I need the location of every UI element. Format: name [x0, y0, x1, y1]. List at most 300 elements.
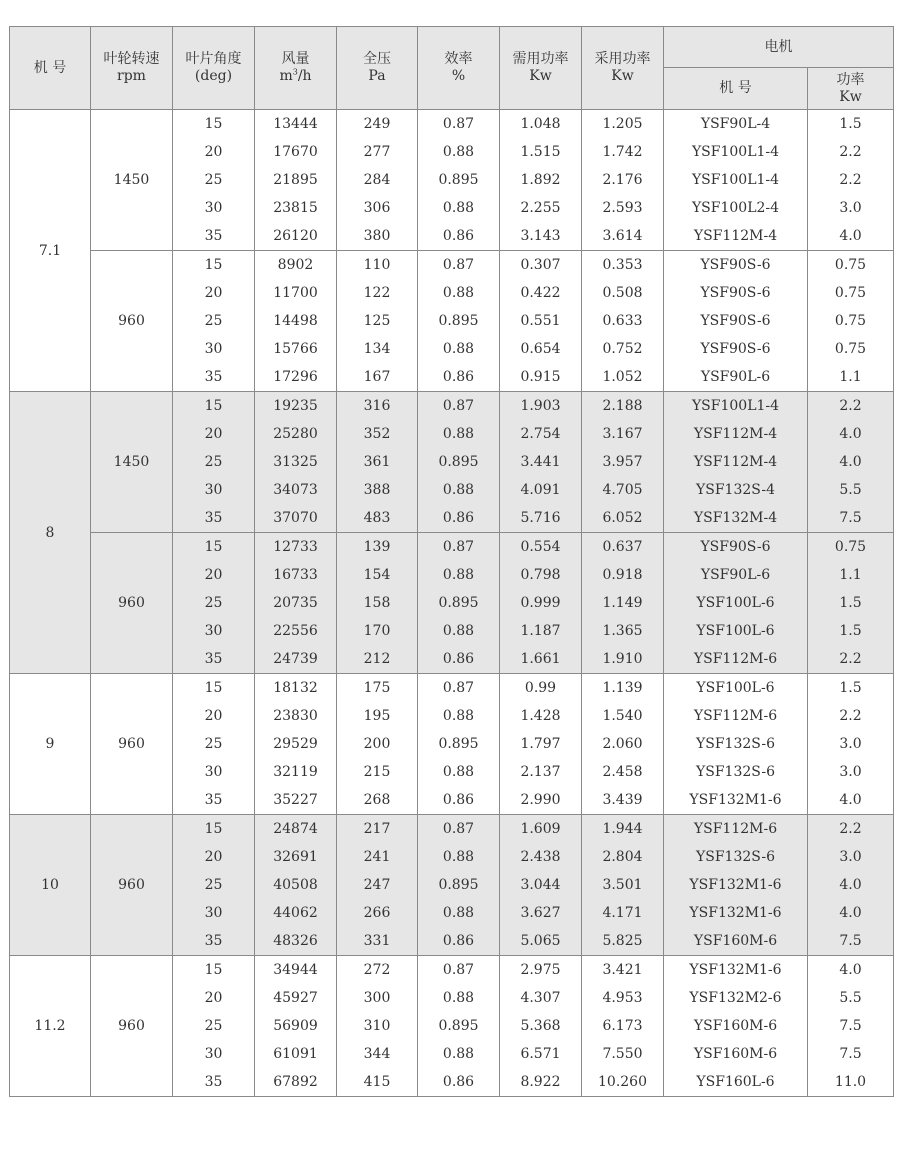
motor-power-cell: 7.5 — [808, 927, 894, 956]
motor-power-cell: 1.5 — [808, 617, 894, 645]
efficiency-cell: 0.86 — [418, 1068, 500, 1097]
motor-power-cell: 0.75 — [808, 335, 894, 363]
airflow-cell: 18132 — [255, 674, 337, 703]
blade-angle-cell: 15 — [173, 674, 255, 703]
blade-angle-cell: 25 — [173, 307, 255, 335]
motor-model-cell: YSF160M-6 — [664, 1040, 808, 1068]
header-adopted-power — [582, 27, 664, 110]
pressure-cell: 212 — [337, 645, 418, 674]
adopted-power-cell: 0.353 — [582, 251, 664, 280]
header-machine-no — [10, 27, 91, 110]
motor-power-cell: 2.2 — [808, 815, 894, 844]
airflow-cell: 26120 — [255, 222, 337, 251]
motor-model-cell: YSF132S-6 — [664, 843, 808, 871]
rpm-cell: 960 — [91, 815, 173, 956]
motor-power-cell: 1.1 — [808, 363, 894, 392]
efficiency-cell: 0.86 — [418, 504, 500, 533]
table-row — [10, 674, 894, 703]
adopted-power-cell: 1.742 — [582, 138, 664, 166]
header-angle — [173, 27, 255, 110]
motor-power-cell: 3.0 — [808, 194, 894, 222]
rpm-cell: 960 — [91, 956, 173, 1097]
blade-angle-cell: 25 — [173, 166, 255, 194]
blade-angle-cell: 20 — [173, 843, 255, 871]
pressure-cell: 249 — [337, 110, 418, 139]
efficiency-cell: 0.86 — [418, 645, 500, 674]
blade-angle-cell: 25 — [173, 448, 255, 476]
motor-model-cell: YSF90S-6 — [664, 251, 808, 280]
header-airflow-unit-sup: 3 — [292, 67, 298, 77]
required-power-cell: 4.091 — [500, 476, 582, 504]
required-power-cell: 2.754 — [500, 420, 582, 448]
motor-power-cell: 5.5 — [808, 984, 894, 1012]
machine-no-cell: 11.2 — [10, 956, 91, 1097]
blade-angle-cell: 20 — [173, 984, 255, 1012]
motor-model-cell: YSF112M-6 — [664, 702, 808, 730]
motor-model-cell: YSF112M-4 — [664, 222, 808, 251]
table-row — [10, 392, 894, 421]
motor-power-cell: 7.5 — [808, 1012, 894, 1040]
efficiency-cell: 0.88 — [418, 617, 500, 645]
table-row — [10, 251, 894, 280]
motor-power-cell: 2.2 — [808, 166, 894, 194]
airflow-cell: 24739 — [255, 645, 337, 674]
adopted-power-cell: 1.944 — [582, 815, 664, 844]
table-row — [10, 110, 894, 139]
efficiency-cell: 0.86 — [418, 363, 500, 392]
header-motor-label: 电机 — [764, 38, 793, 55]
machine-no-cell: 7.1 — [10, 110, 91, 392]
adopted-power-cell: 1.205 — [582, 110, 664, 139]
motor-model-cell: YSF100L1-4 — [664, 138, 808, 166]
motor-power-cell: 1.1 — [808, 561, 894, 589]
header-pressure — [337, 27, 418, 110]
airflow-cell: 56909 — [255, 1012, 337, 1040]
motor-model-cell: YSF100L1-4 — [664, 166, 808, 194]
pressure-cell: 415 — [337, 1068, 418, 1097]
motor-model-cell: YSF90S-6 — [664, 533, 808, 562]
header-airflow-unit-base: m — [279, 68, 293, 84]
required-power-cell: 3.627 — [500, 899, 582, 927]
airflow-cell: 34944 — [255, 956, 337, 985]
airflow-cell: 35227 — [255, 786, 337, 815]
airflow-cell: 16733 — [255, 561, 337, 589]
motor-model-cell: YSF132M2-6 — [664, 984, 808, 1012]
adopted-power-cell: 6.173 — [582, 1012, 664, 1040]
required-power-cell: 2.438 — [500, 843, 582, 871]
header-speed-unit: rpm — [117, 68, 146, 84]
efficiency-cell: 0.895 — [418, 166, 500, 194]
blade-angle-cell: 30 — [173, 758, 255, 786]
adopted-power-cell: 0.508 — [582, 279, 664, 307]
airflow-cell: 34073 — [255, 476, 337, 504]
efficiency-cell: 0.88 — [418, 843, 500, 871]
header-pressure-unit: Pa — [368, 68, 386, 84]
rpm-cell: 960 — [91, 533, 173, 674]
efficiency-cell: 0.87 — [418, 251, 500, 280]
motor-model-cell: YSF160M-6 — [664, 1012, 808, 1040]
adopted-power-cell: 3.421 — [582, 956, 664, 985]
pressure-cell: 380 — [337, 222, 418, 251]
efficiency-cell: 0.88 — [418, 194, 500, 222]
pressure-cell: 300 — [337, 984, 418, 1012]
header-angle-unit: (deg) — [194, 68, 233, 84]
blade-angle-cell: 20 — [173, 702, 255, 730]
header-efficiency-unit: % — [451, 68, 466, 84]
efficiency-cell: 0.895 — [418, 448, 500, 476]
motor-power-cell: 2.2 — [808, 392, 894, 421]
motor-model-cell: YSF90L-4 — [664, 110, 808, 139]
efficiency-cell: 0.895 — [418, 1012, 500, 1040]
blade-angle-cell: 20 — [173, 420, 255, 448]
adopted-power-cell: 7.550 — [582, 1040, 664, 1068]
airflow-cell: 40508 — [255, 871, 337, 899]
pressure-cell: 316 — [337, 392, 418, 421]
header-airflow — [255, 27, 337, 110]
efficiency-cell: 0.895 — [418, 871, 500, 899]
airflow-cell: 48326 — [255, 927, 337, 956]
header-adopted-power-unit: Kw — [611, 68, 634, 84]
adopted-power-cell: 4.705 — [582, 476, 664, 504]
motor-power-cell: 1.5 — [808, 110, 894, 139]
adopted-power-cell: 2.804 — [582, 843, 664, 871]
motor-model-cell: YSF90S-6 — [664, 335, 808, 363]
motor-power-cell: 0.75 — [808, 251, 894, 280]
airflow-cell: 25280 — [255, 420, 337, 448]
table-row — [10, 956, 894, 985]
efficiency-cell: 0.88 — [418, 1040, 500, 1068]
blade-angle-cell: 15 — [173, 110, 255, 139]
pressure-cell: 344 — [337, 1040, 418, 1068]
header-adopted-power-label: 采用功率 — [594, 51, 651, 67]
required-power-cell: 1.661 — [500, 645, 582, 674]
header-motor-model-label: 机 号 — [719, 80, 752, 96]
pressure-cell: 352 — [337, 420, 418, 448]
blade-angle-cell: 30 — [173, 1040, 255, 1068]
pressure-cell: 284 — [337, 166, 418, 194]
blade-angle-cell: 25 — [173, 871, 255, 899]
pressure-cell: 331 — [337, 927, 418, 956]
motor-model-cell: YSF160M-6 — [664, 927, 808, 956]
header-angle-label: 叶片角度 — [185, 51, 242, 67]
required-power-cell: 5.065 — [500, 927, 582, 956]
required-power-cell: 1.892 — [500, 166, 582, 194]
airflow-cell: 61091 — [255, 1040, 337, 1068]
adopted-power-cell: 0.637 — [582, 533, 664, 562]
adopted-power-cell: 5.825 — [582, 927, 664, 956]
airflow-cell: 29529 — [255, 730, 337, 758]
adopted-power-cell: 3.614 — [582, 222, 664, 251]
required-power-cell: 5.368 — [500, 1012, 582, 1040]
motor-power-cell: 11.0 — [808, 1068, 894, 1097]
blade-angle-cell: 20 — [173, 138, 255, 166]
adopted-power-cell: 1.149 — [582, 589, 664, 617]
rpm-cell: 1450 — [91, 110, 173, 251]
efficiency-cell: 0.895 — [418, 307, 500, 335]
motor-model-cell: YSF90S-6 — [664, 307, 808, 335]
motor-power-cell: 2.2 — [808, 645, 894, 674]
motor-power-cell: 4.0 — [808, 420, 894, 448]
motor-power-cell: 7.5 — [808, 1040, 894, 1068]
table-row — [10, 533, 894, 562]
required-power-cell: 2.990 — [500, 786, 582, 815]
airflow-cell: 20735 — [255, 589, 337, 617]
header-machine-no-label: 机 号 — [33, 59, 67, 76]
motor-power-cell: 0.75 — [808, 307, 894, 335]
pressure-cell: 247 — [337, 871, 418, 899]
airflow-cell: 11700 — [255, 279, 337, 307]
required-power-cell: 0.915 — [500, 363, 582, 392]
motor-model-cell: YSF90L-6 — [664, 561, 808, 589]
motor-power-cell: 1.5 — [808, 674, 894, 703]
airflow-cell: 13444 — [255, 110, 337, 139]
adopted-power-cell: 3.439 — [582, 786, 664, 815]
efficiency-cell: 0.87 — [418, 533, 500, 562]
airflow-cell: 8902 — [255, 251, 337, 280]
header-airflow-unit-tail: /h — [297, 68, 312, 84]
required-power-cell: 1.187 — [500, 617, 582, 645]
airflow-cell: 32691 — [255, 843, 337, 871]
airflow-cell: 19235 — [255, 392, 337, 421]
header-motor — [664, 27, 894, 68]
header-airflow-label: 风量 — [281, 51, 310, 67]
required-power-cell: 6.571 — [500, 1040, 582, 1068]
airflow-cell: 17296 — [255, 363, 337, 392]
blade-angle-cell: 35 — [173, 363, 255, 392]
machine-no-cell: 10 — [10, 815, 91, 956]
efficiency-cell: 0.88 — [418, 335, 500, 363]
efficiency-cell: 0.895 — [418, 589, 500, 617]
rpm-cell: 1450 — [91, 392, 173, 533]
pressure-cell: 272 — [337, 956, 418, 985]
adopted-power-cell: 2.593 — [582, 194, 664, 222]
efficiency-cell: 0.87 — [418, 392, 500, 421]
efficiency-cell: 0.87 — [418, 110, 500, 139]
adopted-power-cell: 10.260 — [582, 1068, 664, 1097]
efficiency-cell: 0.86 — [418, 222, 500, 251]
motor-model-cell: YSF112M-6 — [664, 815, 808, 844]
header-speed — [91, 27, 173, 110]
header-efficiency-label: 效率 — [444, 51, 473, 67]
header-required-power-unit: Kw — [529, 68, 552, 84]
blade-angle-cell: 15 — [173, 251, 255, 280]
efficiency-cell: 0.88 — [418, 279, 500, 307]
adopted-power-cell: 0.633 — [582, 307, 664, 335]
blade-angle-cell: 15 — [173, 956, 255, 985]
adopted-power-cell: 2.060 — [582, 730, 664, 758]
motor-model-cell: YSF160L-6 — [664, 1068, 808, 1097]
motor-power-cell: 2.2 — [808, 138, 894, 166]
required-power-cell: 1.903 — [500, 392, 582, 421]
header-motor-power-label: 功率 — [836, 71, 865, 88]
required-power-cell: 0.999 — [500, 589, 582, 617]
header-required-power-label: 需用功率 — [512, 51, 569, 67]
efficiency-cell: 0.86 — [418, 927, 500, 956]
rpm-cell: 960 — [91, 251, 173, 392]
pressure-cell: 266 — [337, 899, 418, 927]
motor-model-cell: YSF100L2-4 — [664, 194, 808, 222]
adopted-power-cell: 4.171 — [582, 899, 664, 927]
airflow-cell: 23830 — [255, 702, 337, 730]
adopted-power-cell: 1.910 — [582, 645, 664, 674]
header-motor-power — [808, 68, 894, 110]
motor-power-cell: 0.75 — [808, 533, 894, 562]
pressure-cell: 170 — [337, 617, 418, 645]
efficiency-cell: 0.87 — [418, 674, 500, 703]
motor-model-cell: YSF90S-6 — [664, 279, 808, 307]
required-power-cell: 0.551 — [500, 307, 582, 335]
efficiency-cell: 0.88 — [418, 984, 500, 1012]
adopted-power-cell: 3.957 — [582, 448, 664, 476]
airflow-cell: 12733 — [255, 533, 337, 562]
blade-angle-cell: 15 — [173, 392, 255, 421]
blade-angle-cell: 15 — [173, 815, 255, 844]
required-power-cell: 5.716 — [500, 504, 582, 533]
machine-no-cell: 9 — [10, 674, 91, 815]
required-power-cell: 0.654 — [500, 335, 582, 363]
blade-angle-cell: 30 — [173, 194, 255, 222]
efficiency-cell: 0.88 — [418, 899, 500, 927]
airflow-cell: 37070 — [255, 504, 337, 533]
header-airflow-unit — [255, 68, 336, 85]
adopted-power-cell: 2.176 — [582, 166, 664, 194]
efficiency-cell: 0.87 — [418, 815, 500, 844]
motor-model-cell: YSF132M1-6 — [664, 871, 808, 899]
pressure-cell: 154 — [337, 561, 418, 589]
blade-angle-cell: 20 — [173, 561, 255, 589]
motor-power-cell: 0.75 — [808, 279, 894, 307]
pressure-cell: 388 — [337, 476, 418, 504]
efficiency-cell: 0.895 — [418, 730, 500, 758]
motor-power-cell: 3.0 — [808, 730, 894, 758]
adopted-power-cell: 4.953 — [582, 984, 664, 1012]
required-power-cell: 2.975 — [500, 956, 582, 985]
header-motor-power-unit: Kw — [839, 88, 862, 105]
motor-model-cell: YSF132M1-6 — [664, 899, 808, 927]
header-pressure-label: 全压 — [363, 51, 391, 67]
motor-power-cell: 3.0 — [808, 843, 894, 871]
required-power-cell: 1.048 — [500, 110, 582, 139]
airflow-cell: 32119 — [255, 758, 337, 786]
blade-angle-cell: 35 — [173, 222, 255, 251]
motor-power-cell: 4.0 — [808, 871, 894, 899]
required-power-cell: 2.255 — [500, 194, 582, 222]
required-power-cell: 0.798 — [500, 561, 582, 589]
adopted-power-cell: 1.052 — [582, 363, 664, 392]
required-power-cell: 0.307 — [500, 251, 582, 280]
required-power-cell: 0.554 — [500, 533, 582, 562]
airflow-cell: 21895 — [255, 166, 337, 194]
blade-angle-cell: 35 — [173, 504, 255, 533]
pressure-cell: 158 — [337, 589, 418, 617]
pressure-cell: 110 — [337, 251, 418, 280]
required-power-cell: 3.441 — [500, 448, 582, 476]
efficiency-cell: 0.88 — [418, 702, 500, 730]
adopted-power-cell: 0.918 — [582, 561, 664, 589]
header-required-power — [500, 27, 582, 110]
required-power-cell: 3.044 — [500, 871, 582, 899]
motor-power-cell: 4.0 — [808, 899, 894, 927]
pressure-cell: 241 — [337, 843, 418, 871]
motor-power-cell: 1.5 — [808, 589, 894, 617]
airflow-cell: 15766 — [255, 335, 337, 363]
efficiency-cell: 0.88 — [418, 476, 500, 504]
required-power-cell: 2.137 — [500, 758, 582, 786]
pressure-cell: 139 — [337, 533, 418, 562]
efficiency-cell: 0.88 — [418, 138, 500, 166]
blade-angle-cell: 35 — [173, 645, 255, 674]
blade-angle-cell: 15 — [173, 533, 255, 562]
motor-power-cell: 4.0 — [808, 448, 894, 476]
motor-model-cell: YSF100L-6 — [664, 589, 808, 617]
adopted-power-cell: 1.139 — [582, 674, 664, 703]
motor-model-cell: YSF132S-4 — [664, 476, 808, 504]
header-speed-label: 叶轮转速 — [103, 51, 160, 67]
pressure-cell: 200 — [337, 730, 418, 758]
motor-model-cell: YSF132S-6 — [664, 730, 808, 758]
required-power-cell: 0.99 — [500, 674, 582, 703]
pressure-cell: 122 — [337, 279, 418, 307]
efficiency-cell: 0.88 — [418, 561, 500, 589]
blade-angle-cell: 35 — [173, 927, 255, 956]
motor-model-cell: YSF112M-4 — [664, 420, 808, 448]
airflow-cell: 24874 — [255, 815, 337, 844]
adopted-power-cell: 2.458 — [582, 758, 664, 786]
efficiency-cell: 0.87 — [418, 956, 500, 985]
table-header — [10, 27, 894, 110]
adopted-power-cell: 0.752 — [582, 335, 664, 363]
blade-angle-cell: 35 — [173, 1068, 255, 1097]
motor-power-cell: 4.0 — [808, 956, 894, 985]
pressure-cell: 195 — [337, 702, 418, 730]
airflow-cell: 31325 — [255, 448, 337, 476]
pressure-cell: 215 — [337, 758, 418, 786]
pressure-cell: 306 — [337, 194, 418, 222]
airflow-cell: 67892 — [255, 1068, 337, 1097]
pressure-cell: 483 — [337, 504, 418, 533]
required-power-cell: 4.307 — [500, 984, 582, 1012]
pressure-cell: 175 — [337, 674, 418, 703]
adopted-power-cell: 3.501 — [582, 871, 664, 899]
motor-model-cell: YSF112M-4 — [664, 448, 808, 476]
pressure-cell: 125 — [337, 307, 418, 335]
motor-model-cell: YSF112M-6 — [664, 645, 808, 674]
required-power-cell: 8.922 — [500, 1068, 582, 1097]
blade-angle-cell: 20 — [173, 279, 255, 307]
motor-power-cell: 4.0 — [808, 786, 894, 815]
airflow-cell: 45927 — [255, 984, 337, 1012]
motor-model-cell: YSF132M1-6 — [664, 956, 808, 985]
motor-power-cell: 3.0 — [808, 758, 894, 786]
pressure-cell: 268 — [337, 786, 418, 815]
motor-power-cell: 4.0 — [808, 222, 894, 251]
motor-model-cell: YSF132M-4 — [664, 504, 808, 533]
motor-model-cell: YSF132S-6 — [664, 758, 808, 786]
pressure-cell: 277 — [337, 138, 418, 166]
adopted-power-cell: 6.052 — [582, 504, 664, 533]
pressure-cell: 361 — [337, 448, 418, 476]
motor-power-cell: 7.5 — [808, 504, 894, 533]
adopted-power-cell: 2.188 — [582, 392, 664, 421]
airflow-cell: 22556 — [255, 617, 337, 645]
rpm-cell: 960 — [91, 674, 173, 815]
blade-angle-cell: 30 — [173, 899, 255, 927]
pressure-cell: 310 — [337, 1012, 418, 1040]
motor-model-cell: YSF90L-6 — [664, 363, 808, 392]
blade-angle-cell: 25 — [173, 1012, 255, 1040]
header-efficiency — [418, 27, 500, 110]
pressure-cell: 217 — [337, 815, 418, 844]
